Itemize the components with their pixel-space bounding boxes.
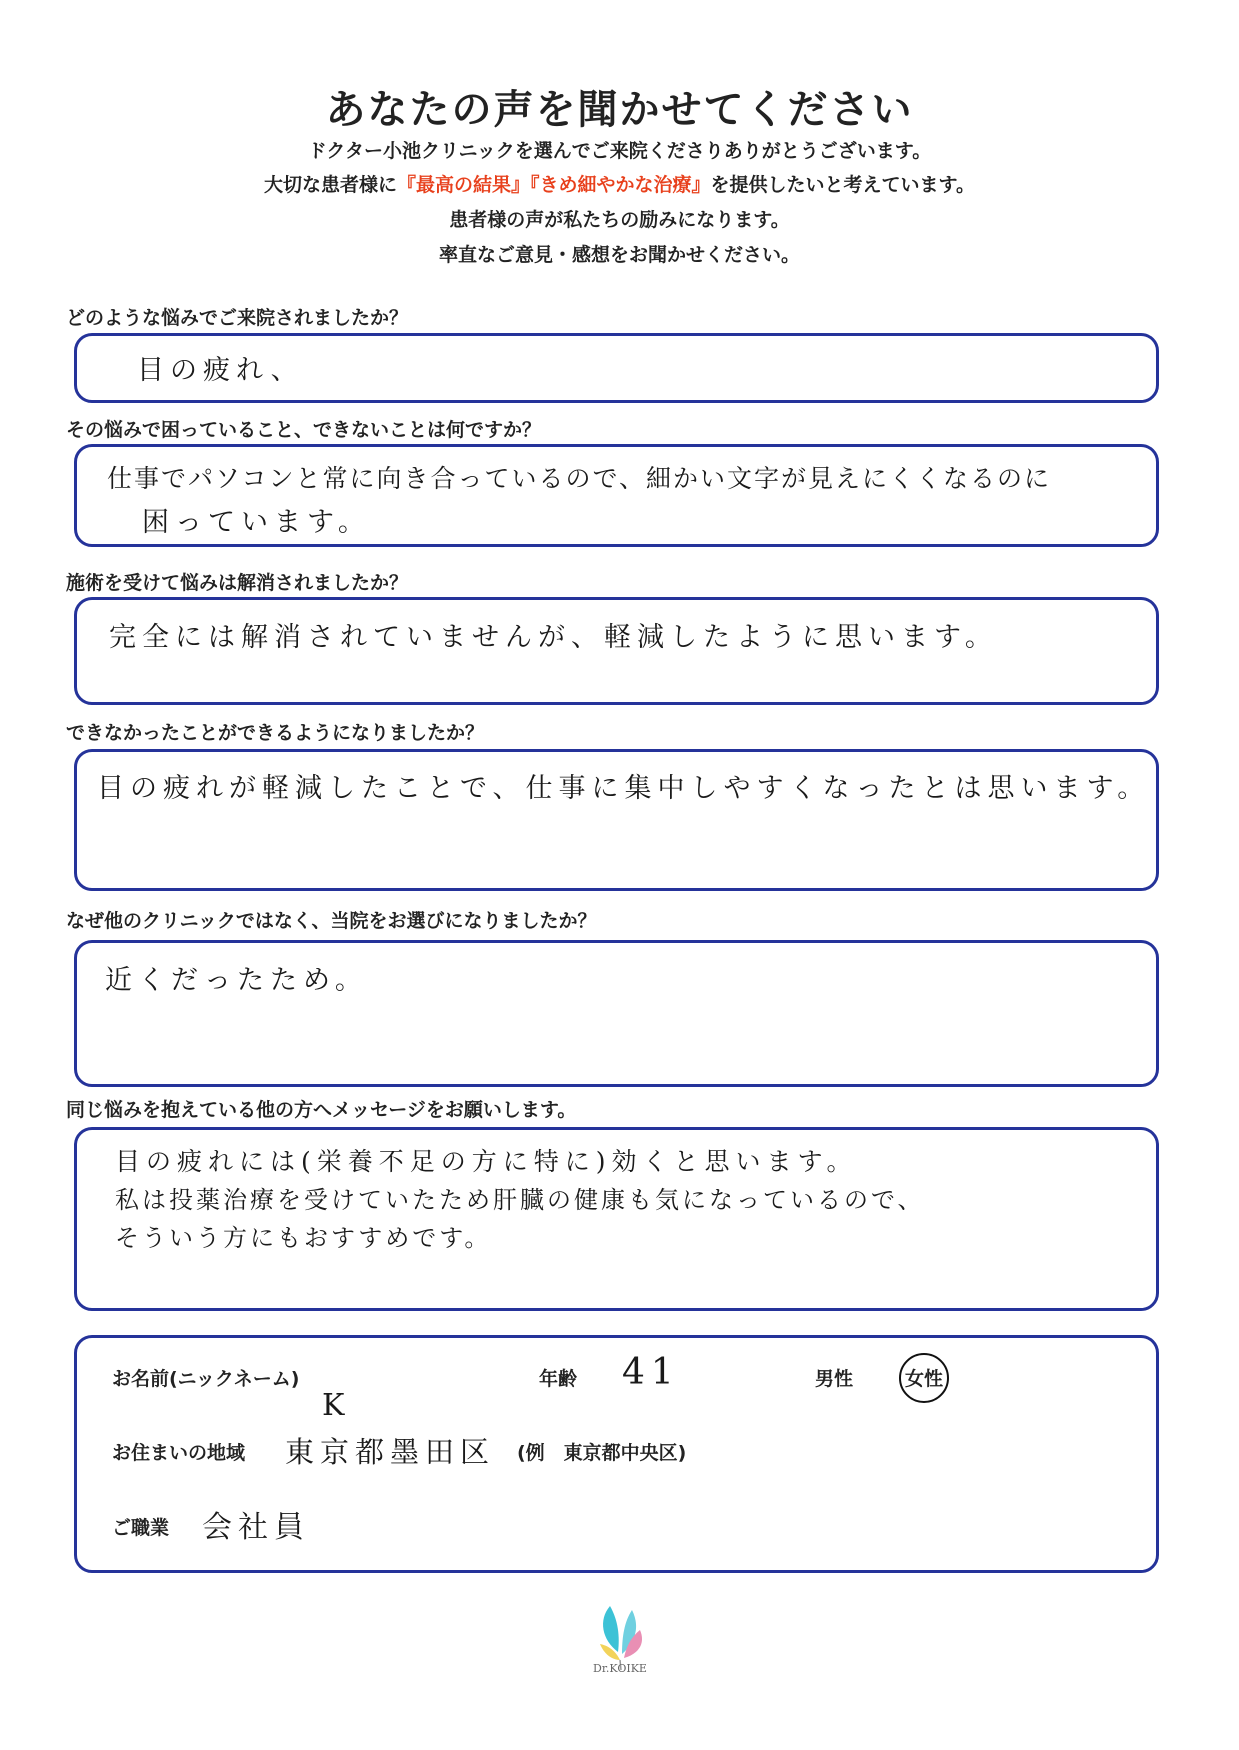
job-label: ご職業 [112, 1517, 170, 1539]
answer-6-line-2: 私は投薬治療を受けていたため肝臓の健康も気になっているので、 [115, 1186, 925, 1214]
intro-line-1: ドクター小池クリニックを選んでご来院くださりありがとうございます。 [307, 140, 932, 162]
intro-line-4: 率直なご意見・感想をお聞かせください。 [438, 244, 800, 266]
question-2-answer-box[interactable] [74, 444, 1159, 547]
age-value[interactable]: 41 [622, 1352, 680, 1393]
question-2-label: その悩みで困っていること、できないことは何ですか？ [66, 419, 542, 441]
age-label: 年齢 [539, 1368, 578, 1390]
intro-line-2 [0, 170, 1239, 197]
intro-line-2-post: を提供したいと考えています。 [710, 174, 975, 196]
question-1-answer-box[interactable] [74, 333, 1159, 403]
question-3-answer-box[interactable] [74, 597, 1159, 705]
intro-line-3: 患者様の声が私たちの励みになります。 [449, 209, 790, 231]
answer-3-line-1: 完全には解消されていませんが、軽減したように思います。 [109, 622, 998, 653]
intro-line-2-highlight: 『最高の結果』『きめ細やかな治療』 [397, 174, 711, 196]
job-value[interactable]: 会社員 [202, 1510, 310, 1545]
question-4-answer-box[interactable] [74, 749, 1159, 891]
answer-5-line-1: 近くだったため。 [105, 965, 368, 996]
female-selected-circle [899, 1353, 949, 1403]
question-5-label: なぜ他のクリニックではなく、当院をお選びになりましたか？ [66, 910, 597, 932]
page-title: あなたの声を聞かせてください [325, 87, 914, 133]
area-label: お住まいの地域 [112, 1442, 246, 1464]
area-value[interactable]: 東京都墨田区 [285, 1435, 496, 1469]
question-4-label: できなかったことができるようになりましたか？ [66, 722, 485, 744]
question-1-label: どのような悩みでご来院されましたか？ [66, 307, 409, 329]
answer-2-line-2: 困っています。 [142, 507, 371, 538]
answer-2-line-1: 仕事でパソコンと常に向き合っているので、細かい文字が見えにくくなるのに [107, 464, 1052, 493]
answer-4-line-1: 目の疲れが軽減したことで、仕事に集中しやすくなったとは思います。 [97, 773, 1151, 804]
question-5-answer-box[interactable] [74, 940, 1159, 1087]
logo-text: Dr.KOIKE [593, 1662, 647, 1675]
name-value[interactable]: K [322, 1388, 351, 1423]
female-label[interactable]: 女性 [905, 1368, 944, 1390]
male-label[interactable]: 男性 [815, 1368, 854, 1390]
answer-6-line-1: 目の疲れには(栄養不足の方に特に)効くと思います。 [115, 1147, 858, 1176]
profile-box [74, 1335, 1159, 1573]
intro-line-2-pre: 大切な患者様に [263, 174, 397, 196]
answer-6-line-3: そういう方にもおすすめです。 [115, 1224, 492, 1252]
question-3-label: 施術を受けて悩みは解消されましたか？ [66, 572, 409, 594]
answer-1-line-1: 目の疲れ、 [137, 355, 304, 386]
question-6-label: 同じ悩みを抱えている他の方へメッセージをお願いします。 [66, 1099, 577, 1121]
name-label: お名前(ニックネーム) [112, 1368, 300, 1390]
question-6-answer-box[interactable] [74, 1127, 1159, 1311]
area-example: (例 東京都中央区) [517, 1442, 687, 1464]
